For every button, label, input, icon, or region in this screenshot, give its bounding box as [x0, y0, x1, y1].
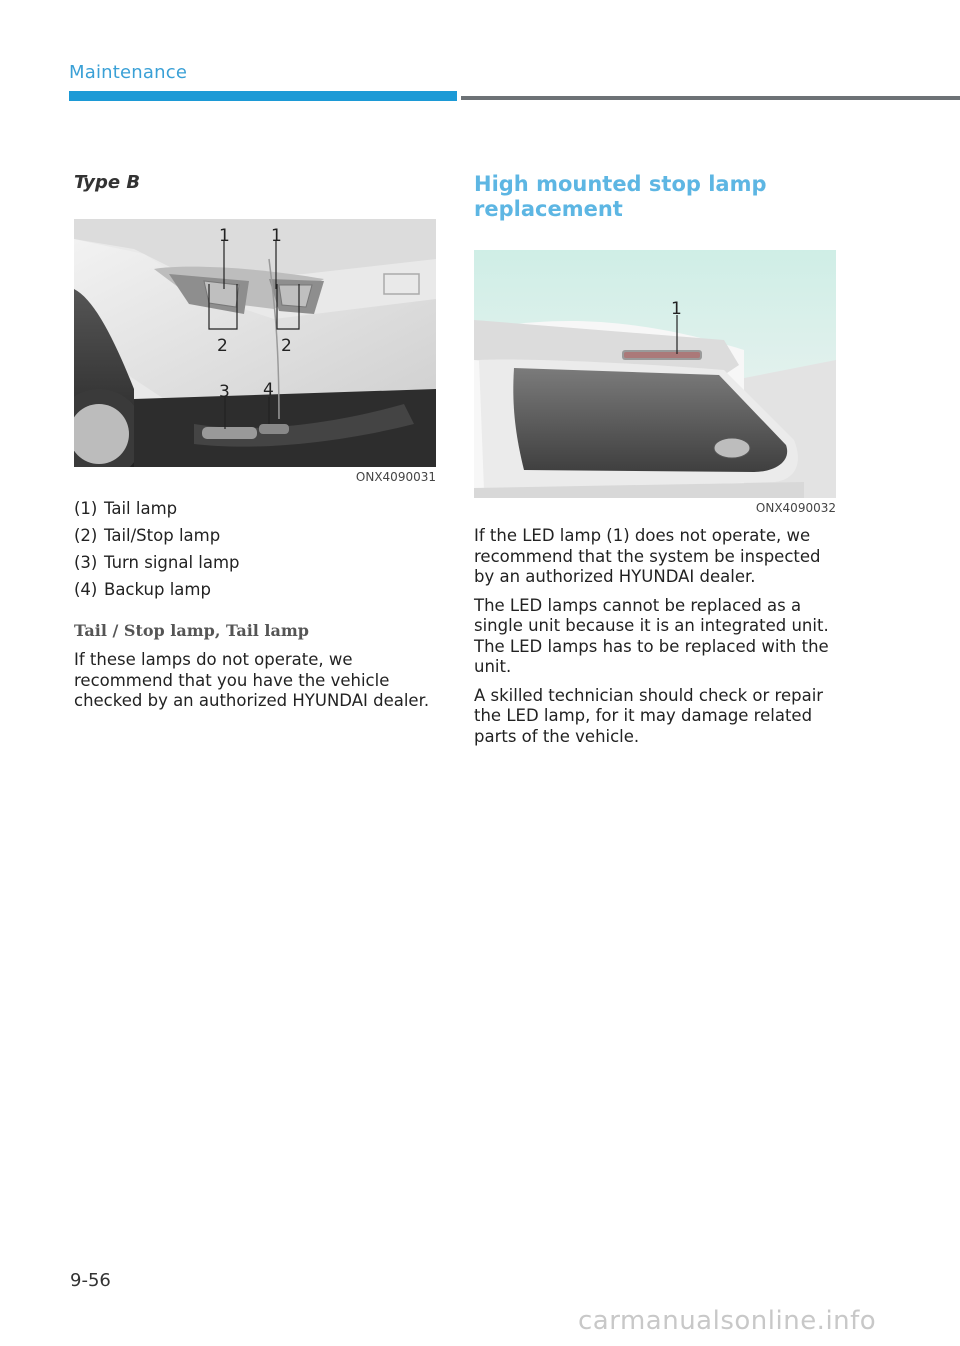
callout-4: 4	[263, 380, 274, 400]
tail-lamp-figure	[74, 219, 436, 467]
callout-3: 3	[219, 382, 230, 402]
stop-lamp-figure	[474, 250, 836, 498]
header-rule	[461, 96, 960, 100]
callout-1b: 1	[271, 226, 282, 246]
page-number: 9-56	[70, 1270, 111, 1291]
paragraph: The LED lamps cannot be replaced as a single unit because it is an integrated unit. The LED lamps has to be replaced with the unit.	[474, 595, 829, 676]
watermark: carmanualsonline.info	[578, 1306, 877, 1336]
paragraph: A skilled technician should check or repair the LED lamp, for it may damage related parts of the vehicle.	[474, 685, 824, 746]
subheading: Tail / Stop lamp, Tail lamp	[74, 621, 309, 640]
list-item: (3) Turn signal lamp	[74, 553, 240, 572]
list-item: (2) Tail/Stop lamp	[74, 526, 221, 545]
header-rule-accent	[69, 91, 457, 101]
type-heading: Type B	[74, 172, 141, 193]
figure-code: ONX4090031	[355, 470, 436, 484]
list-item: (4) Backup lamp	[74, 580, 211, 599]
callout-2a: 2	[217, 336, 228, 356]
callout-1: 1	[671, 299, 682, 319]
section-heading: High mounted stop lamp replacement	[474, 172, 767, 221]
section-title: Maintenance	[69, 62, 188, 83]
list-item: (1) Tail lamp	[74, 499, 178, 518]
parts-list	[74, 495, 436, 603]
paragraph: If the LED lamp (1) does not operate, we recommend that the system be inspected by an authorized HYUNDAI dealer.	[474, 526, 821, 586]
figure-code: ONX4090032	[755, 501, 836, 515]
callout-1a: 1	[219, 226, 230, 246]
left-column	[74, 172, 436, 720]
right-column	[474, 172, 836, 755]
paragraph: If these lamps do not operate, we recommend that you have the vehicle checked by an authorized HYUNDAI dealer.	[74, 650, 430, 710]
callout-2b: 2	[281, 336, 292, 356]
